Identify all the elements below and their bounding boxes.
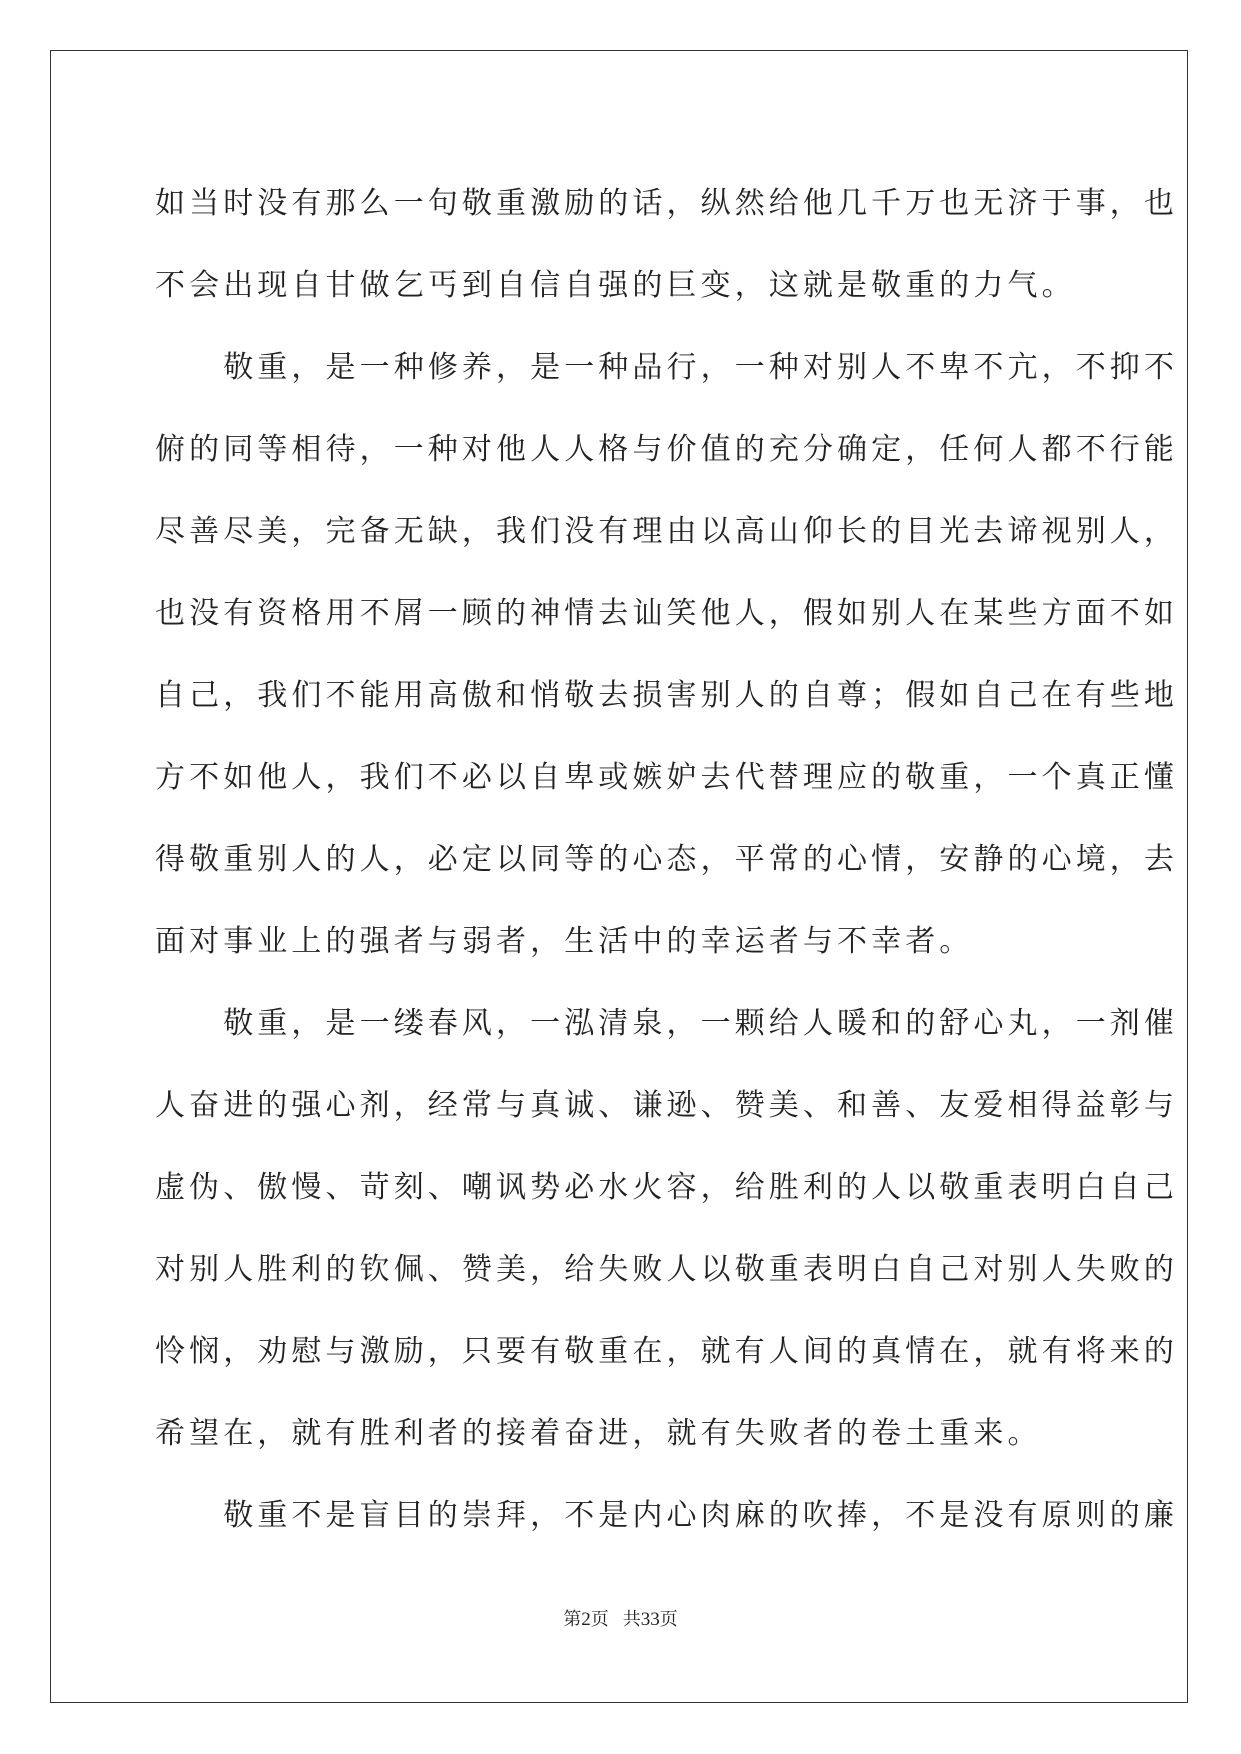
page-footer xyxy=(0,1608,1241,1632)
text-line: 得敬重别人的人，必定以同等的心态，平常的心情，安静的心境，去 xyxy=(155,842,1178,877)
text-line: 人奋进的强心剂，经常与真诚、谦逊、赞美、和善、友爱相得益彰与 xyxy=(155,1088,1178,1123)
text-line: 面对事业上的强者与弱者，生活中的幸运者与不幸者。 xyxy=(155,924,974,959)
text-line: 俯的同等相待，一种对他人人格与价值的充分确定，任何人都不行能 xyxy=(155,432,1178,467)
text-line: 敬重，是一缕春风，一泓清泉，一颗给人暖和的舒心丸，一剂催 xyxy=(155,1006,1178,1041)
total-prefix: 共 xyxy=(622,1609,641,1630)
text-line: 不会出现自甘做乞丐到自信自强的巨变，这就是敬重的力气。 xyxy=(155,268,1076,303)
text-line: 虚伪、傲慢、苛刻、嘲讽势必水火容，给胜利的人以敬重表明白自己 xyxy=(155,1170,1178,1205)
text-line: 希望在，就有胜利者的接着奋进，就有失败者的卷土重来。 xyxy=(155,1416,1042,1451)
page-prefix: 第 xyxy=(563,1609,582,1630)
text-line: 对别人胜利的钦佩、赞美，给失败人以敬重表明白自己对别人失败的 xyxy=(155,1252,1178,1287)
text-line: 怜悯，劝慰与激励，只要有敬重在，就有人间的真情在，就有将来的 xyxy=(155,1334,1178,1369)
page-number: 2 xyxy=(581,1609,591,1630)
text-line: 尽善尽美，完备无缺，我们没有理由以高山仰长的目光去谛视别人， xyxy=(155,514,1178,549)
text-line: 自己，我们不能用高傲和悄敬去损害别人的自尊；假如自己在有些地 xyxy=(155,678,1178,713)
text-line: 敬重，是一种修养，是一种品行，一种对别人不卑不亢，不抑不 xyxy=(155,350,1178,385)
page-suffix: 页 xyxy=(590,1609,609,1630)
text-line: 敬重不是盲目的崇拜，不是内心肉麻的吹捧，不是没有原则的廉 xyxy=(155,1498,1178,1533)
document-body xyxy=(155,163,1178,1557)
text-line: 如当时没有那么一句敬重激励的话，纵然给他几千万也无济于事，也 xyxy=(155,186,1178,221)
total-pages: 33 xyxy=(640,1609,660,1630)
text-line: 也没有资格用不屑一顾的神情去讪笑他人，假如别人在某些方面不如 xyxy=(155,596,1178,631)
total-suffix: 页 xyxy=(659,1609,678,1630)
text-line: 方不如他人，我们不必以自卑或嫉妒去代替理应的敬重，一个真正懂 xyxy=(155,760,1178,795)
